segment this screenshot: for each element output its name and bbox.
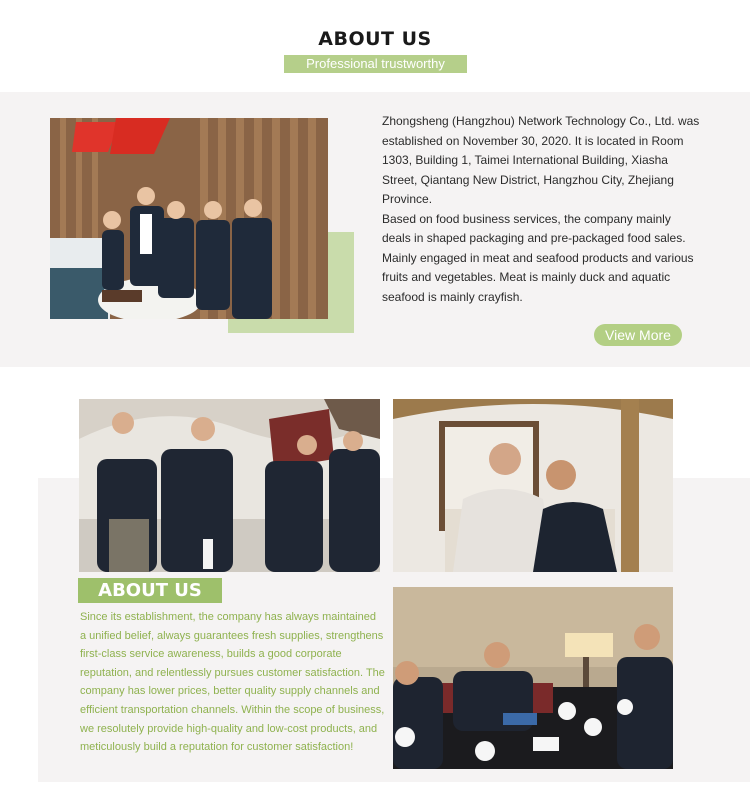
meeting-photo <box>393 399 673 572</box>
about-us-heading: ABOUT US <box>78 578 222 603</box>
page-title: ABOUT US <box>318 28 432 50</box>
view-more-button[interactable]: View More <box>594 324 682 346</box>
tea-meeting-photo <box>393 587 673 769</box>
company-intro-text: Zhongsheng (Hangzhou) Network Technology Co., Ltd. was established on November 30, 2020. It is located in Room 1303, Building 1, Taimei International Building, Xiasha Street, Qiantang New District, Hangzhou City, Zhejiang Province. Based on food business services, the company mainly deals in shaped packaging and pre-packaged food sales. Mainly engaged in meat and seafood products and various fruits and vegetables. Meat is mainly duck and aquatic seafood is mainly crayfish. <box>382 114 700 304</box>
exhibition-photo <box>79 399 380 572</box>
team-photo-booth <box>50 118 328 319</box>
page-subtitle-banner: Professional trustworthy <box>284 55 467 73</box>
about-us-text: Since its establishment, the company has always maintained a unified belief, always guarantees fresh supplies, strengthens first-class service awareness, builds a good corporate reputation, and relentlessly pursues customer satisfaction. The company has lower prices, better quality supply channels and efficient transportation channels. Within the scope of business, we resolutely provide high-quality and low-cost products, and meticulously build a reputation for customer satisfaction! <box>80 611 385 754</box>
